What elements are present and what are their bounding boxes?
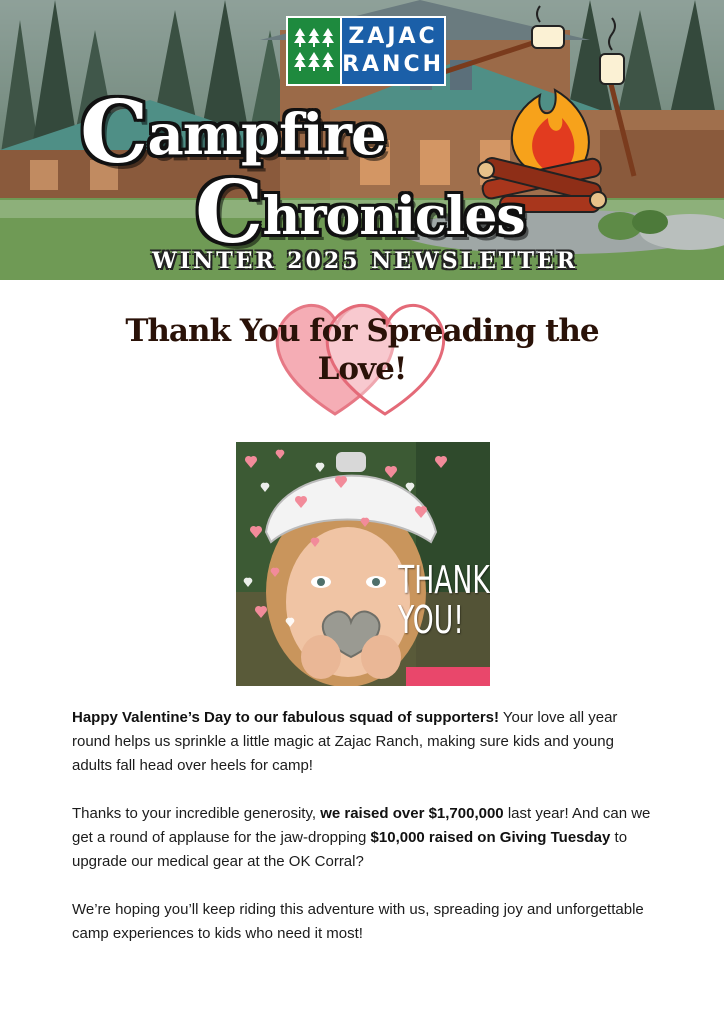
header-banner: [0, 0, 724, 280]
heading-line-1: Thank You for Spreading the: [125, 313, 599, 349]
giving-tuesday-bold: $10,000 raised on Giving Tuesday: [370, 829, 611, 846]
title-rest-chronicles: hronicles: [262, 186, 525, 247]
fundraising-total-bold: we raised over $1,700,000: [320, 805, 504, 822]
logo-line-ranch: RANCH: [342, 52, 444, 77]
logo-wordmark: [340, 18, 444, 84]
title-rest-campfire: ampfire: [147, 102, 386, 168]
fundraising-text-c: to upgrade our medical gear at the OK Corral?: [72, 829, 628, 870]
title-cap-c2: C: [195, 162, 263, 263]
newsletter-subtitle: WINTER 2025 NEWSLETTER: [152, 248, 578, 274]
thank-you-overlay-text: [398, 560, 490, 640]
title-cap-c1: C: [80, 82, 148, 183]
paragraph-closing: We’re hoping you’ll keep riding this adventure with us, spreading joy and unforgettable camp experiences to kids who need it most!: [72, 901, 644, 942]
logo-line-zajac: ZAJAC: [348, 24, 438, 49]
fundraising-text-a: Thanks to your incredible generosity,: [72, 805, 321, 822]
thank-you-photo: [236, 442, 490, 686]
newsletter-body: [72, 706, 654, 970]
fundraising-text-b: last year! And can we get a round of applause for the jaw-dropping: [72, 805, 651, 846]
pine-trees-icon: [288, 18, 340, 84]
paragraph-valentines: [72, 706, 654, 778]
overlay-line-thank: THANK: [398, 558, 490, 602]
valentines-greeting-bold: Happy Valentine’s Day to our fabulous squad of supporters!: [72, 709, 500, 726]
valentines-greeting-rest: Your love all year round helps us sprinkle a little magic at Zajac Ranch, making sure kids and young adults fall head over heels for camp!: [72, 709, 618, 774]
section-heading: [60, 312, 664, 388]
zajac-ranch-logo: [286, 16, 446, 86]
overlay-line-you: YOU!: [398, 598, 464, 642]
heading-line-2: Love!: [317, 351, 407, 387]
paragraph-fundraising: [72, 802, 654, 874]
